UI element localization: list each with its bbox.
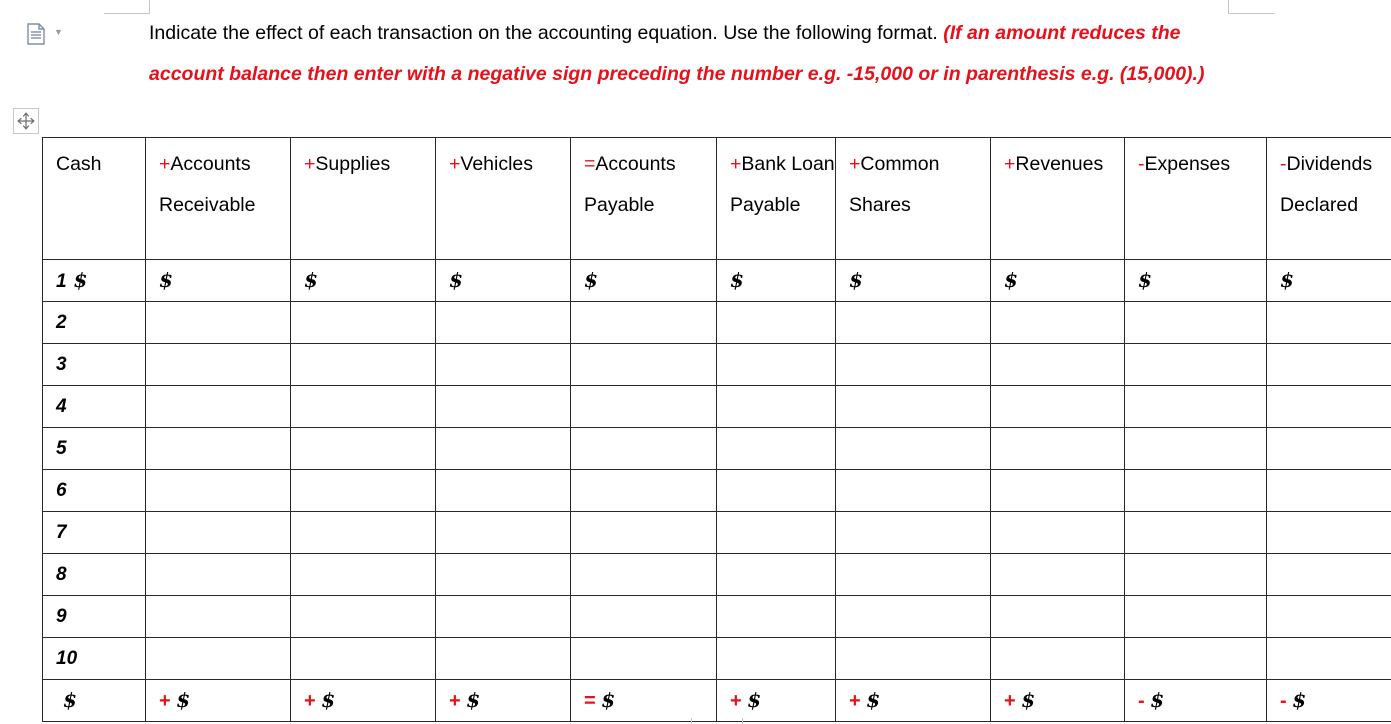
total-sign: + [159,690,177,712]
total-cell[interactable] [571,680,717,722]
amount-cell[interactable] [146,596,291,638]
instructions [149,13,1249,95]
column-sign: + [304,153,316,175]
amount-cell[interactable] [291,386,436,428]
amount-cell[interactable] [291,260,436,302]
column-header [1267,138,1391,260]
column-name: Expenses [1144,153,1231,175]
row-number: 1 [56,271,67,292]
amount-cell[interactable] [1125,260,1267,302]
amount-cell[interactable] [1267,386,1391,428]
amount-cell[interactable] [1267,638,1391,680]
table-row [43,512,1391,554]
amount-cell[interactable] [991,344,1125,386]
dollar-sign: $ [1138,268,1152,292]
row-number: 2 [56,312,67,333]
column-name: Common Shares [849,153,940,216]
column-header [43,138,146,260]
amount-cell[interactable] [146,554,291,596]
row-number-cell [43,470,146,512]
amount-cell[interactable] [436,260,571,302]
row-number: 5 [56,438,67,459]
amount-cell[interactable] [571,638,717,680]
total-cell[interactable] [436,680,571,722]
row-number-cell [43,596,146,638]
amount-cell[interactable] [991,302,1125,344]
amount-cell[interactable] [436,470,571,512]
column-sign: + [449,153,461,175]
column-name: Accounts Payable [584,153,676,216]
amount-cell[interactable] [571,428,717,470]
amount-cell[interactable] [291,428,436,470]
dollar-sign: $ [849,268,863,292]
amount-cell[interactable] [717,428,836,470]
table-row [43,554,1391,596]
table-row [43,638,1391,680]
column-sign: + [849,153,861,175]
amount-cell[interactable] [717,638,836,680]
total-cell[interactable] [991,680,1125,722]
amount-cell[interactable] [571,260,717,302]
total-sign: - [1280,690,1293,712]
instructions-emphasis: (If an amount reduces the account balance then enter with a negative sign preceding the number e.g. -15,000 or in parenthesis e.g. (15,000).) [149,22,1205,85]
amount-cell[interactable] [1125,344,1267,386]
total-sign: + [304,690,322,712]
amount-cell[interactable] [436,638,571,680]
column-name: Bank Loan Payable [730,153,835,216]
amount-cell[interactable] [571,554,717,596]
amount-cell[interactable] [146,638,291,680]
amount-cell[interactable] [991,596,1125,638]
amount-cell[interactable] [291,344,436,386]
page-corner-mark [1228,0,1275,14]
amount-cell[interactable] [146,386,291,428]
row-number: 4 [56,396,67,417]
dollar-sign: $ [159,268,173,292]
amount-cell[interactable] [1267,428,1391,470]
amount-cell[interactable] [1267,260,1391,302]
amount-cell[interactable] [717,302,836,344]
total-cell[interactable] [1267,680,1391,722]
row-number: 9 [56,606,67,627]
row-number: 3 [56,354,67,375]
amount-cell[interactable] [1125,470,1267,512]
column-sign: + [730,153,742,175]
amount-cell[interactable] [991,554,1125,596]
totals-row [43,680,1391,722]
column-name: Dividends Declared [1280,153,1373,216]
column-sign: = [584,153,596,175]
row-number-cell [43,554,146,596]
instructions-text: Indicate the effect of each transaction on the accounting equation. Use the following format. [149,22,944,44]
amount-cell[interactable] [571,386,717,428]
total-cell[interactable] [291,680,436,722]
amount-cell[interactable] [291,554,436,596]
row-number: 8 [56,564,67,585]
amount-cell[interactable] [836,470,991,512]
dollar-sign: $ [866,688,881,712]
dollar-sign: $ [63,688,77,712]
document-icon[interactable] [24,22,48,46]
amount-cell[interactable] [717,260,836,302]
total-sign: + [449,690,467,712]
amount-cell[interactable] [717,386,836,428]
dollar-sign: $ [584,268,598,292]
total-cell[interactable] [836,680,991,722]
row-number: 7 [56,522,67,543]
amount-cell[interactable] [836,302,991,344]
dollar-sign: $ [304,268,318,292]
amount-cell[interactable] [291,302,436,344]
amount-cell[interactable] [717,470,836,512]
dollar-sign: $ [466,688,481,712]
amount-cell[interactable] [717,344,836,386]
row-number-cell [43,260,146,302]
table-row [43,260,1391,302]
table-row [43,386,1391,428]
amount-cell[interactable] [436,386,571,428]
dollar-sign: $ [1292,688,1307,712]
amount-cell[interactable] [146,428,291,470]
row-number-cell [43,512,146,554]
amount-cell[interactable] [717,596,836,638]
total-cell[interactable] [146,680,291,722]
amount-cell[interactable] [991,428,1125,470]
amount-cell[interactable] [291,470,436,512]
row-number-cell [43,344,146,386]
amount-cell[interactable] [146,344,291,386]
amount-cell[interactable] [1267,512,1391,554]
page-corner-mark [104,0,150,14]
amount-cell[interactable] [1125,428,1267,470]
table-row [43,428,1391,470]
amount-cell[interactable] [836,554,991,596]
dollar-sign: $ [176,688,191,712]
amount-cell[interactable] [1125,386,1267,428]
column-name: Accounts Receivable [159,153,256,216]
row-number-cell [43,638,146,680]
amount-cell[interactable] [836,344,991,386]
amount-cell[interactable] [717,554,836,596]
amount-cell[interactable] [991,470,1125,512]
row-number-cell [43,302,146,344]
column-header [836,138,991,260]
amount-cell[interactable] [436,512,571,554]
dollar-sign: $ [449,268,463,292]
amount-cell[interactable] [1125,512,1267,554]
column-header [436,138,571,260]
column-header [146,138,291,260]
amount-cell[interactable] [836,512,991,554]
dollar-sign: $ [747,688,762,712]
column-header [571,138,717,260]
column-name: Revenues [1015,153,1104,175]
column-sign: - [1138,153,1145,175]
amount-cell[interactable] [146,302,291,344]
amount-cell[interactable] [436,596,571,638]
amount-cell[interactable] [436,302,571,344]
dollar-sign: $ [1280,268,1294,292]
column-name: Cash [56,153,102,175]
column-header [991,138,1125,260]
amount-cell[interactable] [1125,302,1267,344]
amount-cell[interactable] [436,554,571,596]
dollar-sign: $ [1021,688,1036,712]
column-sign: + [159,153,171,175]
amount-cell[interactable] [991,386,1125,428]
table-row [43,596,1391,638]
amount-cell[interactable] [836,596,991,638]
dollar-sign: $ [321,688,336,712]
total-sign: = [584,690,602,712]
row-number: 6 [56,480,67,501]
column-header [1125,138,1267,260]
amount-cell[interactable] [291,638,436,680]
amount-cell[interactable] [1267,470,1391,512]
total-cell[interactable] [43,680,146,722]
amount-cell[interactable] [571,344,717,386]
dollar-sign: $ [66,268,88,292]
amount-cell[interactable] [571,302,717,344]
page-bottom-mark [691,718,743,724]
dollar-sign: $ [1150,688,1165,712]
amount-cell[interactable] [991,512,1125,554]
row-number-cell [43,428,146,470]
amount-cell[interactable] [836,386,991,428]
amount-cell[interactable] [836,428,991,470]
chevron-down-icon[interactable]: ▼ [54,27,63,37]
table-row [43,344,1391,386]
move-handle-icon[interactable] [13,108,39,134]
table-row [43,302,1391,344]
total-cell[interactable] [1125,680,1267,722]
column-sign: + [1004,153,1016,175]
amount-cell[interactable] [1267,344,1391,386]
row-number-cell [43,386,146,428]
amount-cell[interactable] [571,512,717,554]
total-sign: + [1004,690,1022,712]
column-name: Supplies [315,153,391,175]
column-sign: - [1280,153,1287,175]
amount-cell[interactable] [571,470,717,512]
dollar-sign: $ [601,688,616,712]
amount-cell[interactable] [991,638,1125,680]
amount-cell[interactable] [146,260,291,302]
amount-cell[interactable] [991,260,1125,302]
amount-cell[interactable] [146,512,291,554]
amount-cell[interactable] [1267,302,1391,344]
amount-cell[interactable] [836,638,991,680]
dollar-sign: $ [730,268,744,292]
amount-cell[interactable] [1125,596,1267,638]
amount-cell[interactable] [1125,638,1267,680]
header-row [43,138,1391,260]
total-sign: + [730,690,748,712]
amount-cell[interactable] [291,596,436,638]
total-cell[interactable] [717,680,836,722]
amount-cell[interactable] [436,428,571,470]
column-header [717,138,836,260]
dollar-sign: $ [1004,268,1018,292]
column-name: Vehicles [460,153,534,175]
total-sign: - [1138,690,1151,712]
amount-cell[interactable] [571,596,717,638]
amount-cell[interactable] [146,470,291,512]
amount-cell[interactable] [436,344,571,386]
amount-cell[interactable] [1267,554,1391,596]
amount-cell[interactable] [1125,554,1267,596]
amount-cell[interactable] [717,512,836,554]
row-number: 10 [56,648,78,669]
amount-cell[interactable] [291,512,436,554]
column-header [291,138,436,260]
accounting-equation-table [42,137,1391,722]
table-row [43,470,1391,512]
amount-cell[interactable] [1267,596,1391,638]
total-sign: + [849,690,867,712]
amount-cell[interactable] [836,260,991,302]
